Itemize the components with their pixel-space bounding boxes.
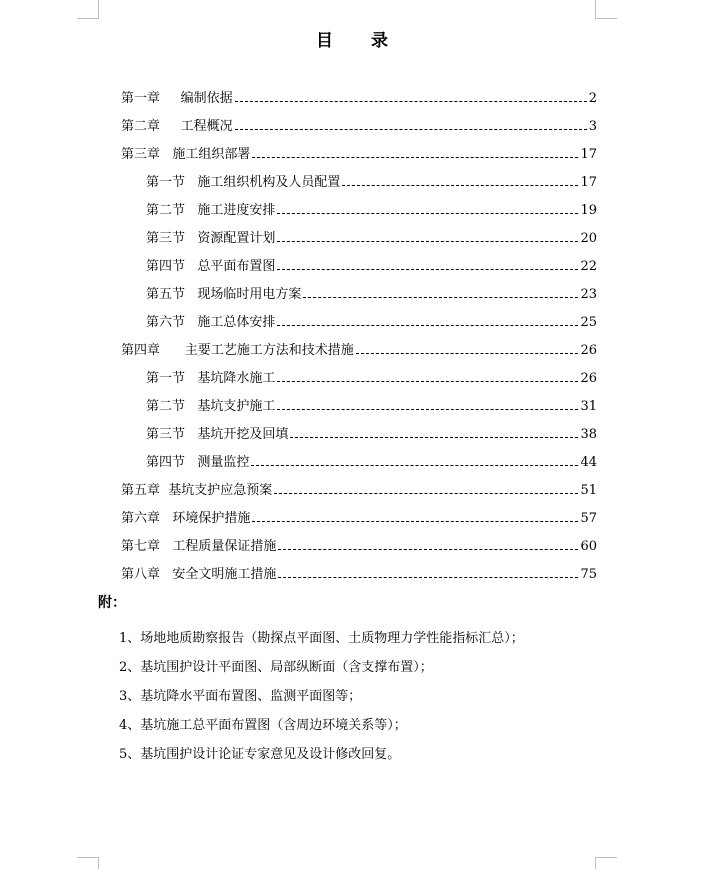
toc-entry-label: 第四节 测量监控 (146, 455, 250, 470)
toc-leader-dashes (252, 521, 578, 522)
toc-entry-page-number: 75 (580, 567, 597, 582)
toc-entry[interactable] (146, 172, 597, 194)
toc-entry-page-number: 17 (580, 175, 597, 190)
toc-entry-label: 第三节 资源配置计划 (146, 231, 276, 246)
toc-entry-page-number: 26 (580, 343, 597, 358)
toc-entry-page-number: 38 (580, 427, 597, 442)
toc-leader-dashes (235, 129, 587, 130)
attachment-item: 5、基坑围护设计论证专家意见及设计修改回复。 (119, 747, 401, 762)
toc-entry-label: 第四节 总平面布置图 (146, 259, 276, 274)
toc-entry-label: 第五节 现场临时用电方案 (146, 287, 302, 302)
attachments-heading: 附： (98, 595, 126, 611)
toc-entry-label: 第三章 施工组织部署 (121, 147, 251, 162)
toc-entry[interactable] (121, 564, 597, 586)
toc-entry-label: 第六节 施工总体安排 (146, 315, 276, 330)
toc-leader-dashes (278, 577, 578, 578)
toc-entry-label: 第五章 基坑支护应急预案 (121, 483, 273, 498)
toc-entry[interactable] (146, 424, 597, 446)
attachment-item: 1、场地地质勘察报告（勘探点平面图、土质物理力学性能指标汇总）； (119, 631, 524, 646)
toc-entry-page-number: 26 (580, 371, 597, 386)
toc-entry-page-number: 22 (580, 259, 597, 274)
toc-leader-dashes (277, 269, 578, 270)
page-corner-mark (595, 0, 617, 19)
toc-entry-label: 第二章 工程概况 (121, 119, 233, 134)
toc-entry[interactable] (121, 508, 597, 530)
attachment-item: 3、基坑降水平面布置图、监测平面图等； (119, 689, 362, 704)
toc-entry-page-number: 44 (580, 455, 597, 470)
page-corner-mark (595, 857, 617, 869)
toc-entry[interactable] (146, 284, 597, 306)
toc-leader-dashes (277, 213, 578, 214)
toc-entry-label: 第七章 工程质量保证措施 (121, 539, 277, 554)
toc-leader-dashes (277, 381, 578, 382)
toc-entry-page-number: 51 (580, 483, 597, 498)
toc-entry[interactable] (121, 116, 597, 138)
toc-entry[interactable] (146, 368, 597, 390)
toc-entry-label: 第一章 编制依据 (121, 91, 233, 106)
toc-entry-page-number: 2 (588, 91, 597, 106)
toc-leader-dashes (277, 325, 578, 326)
toc-leader-dashes (252, 157, 578, 158)
toc-entry-page-number: 17 (580, 147, 597, 162)
toc-entry[interactable] (146, 256, 597, 278)
toc-entry[interactable] (146, 200, 597, 222)
page-title (0, 26, 704, 51)
toc-entry-label: 第一节 基坑降水施工 (146, 371, 276, 386)
toc-leader-dashes (277, 409, 578, 410)
toc-entry-label: 第六章 环境保护措施 (121, 511, 251, 526)
toc-entry-label: 第一节 施工组织机构及人员配置 (146, 175, 341, 190)
toc-entry-label: 第二节 施工进度安排 (146, 203, 276, 218)
page-corner-mark (77, 857, 99, 869)
toc-entry[interactable] (121, 88, 597, 110)
toc-entry[interactable] (146, 312, 597, 334)
toc-entry-page-number: 20 (580, 231, 597, 246)
toc-entry-page-number: 57 (580, 511, 597, 526)
toc-entry-page-number: 60 (580, 539, 597, 554)
toc-entry[interactable] (121, 144, 597, 166)
title-char: 目 (316, 31, 333, 51)
toc-entry[interactable] (121, 340, 597, 362)
attachment-item: 4、基坑施工总平面布置图（含周边环境关系等）； (119, 718, 407, 733)
attachment-item: 2、基坑围护设计平面图、局部纵断面（含支撑布置）； (119, 660, 433, 675)
toc-entry-label: 第四章 主要工艺施工方法和技术措施 (121, 343, 354, 358)
toc-leader-dashes (278, 549, 578, 550)
toc-entry-label: 第八章 安全文明施工措施 (121, 567, 277, 582)
title-char: 录 (371, 31, 388, 51)
toc-leader-dashes (277, 241, 578, 242)
toc-leader-dashes (274, 493, 578, 494)
toc-leader-dashes (290, 437, 578, 438)
toc-entry[interactable] (121, 480, 597, 502)
toc-leader-dashes (342, 185, 578, 186)
toc-entry[interactable] (121, 536, 597, 558)
toc-entry-page-number: 23 (580, 287, 597, 302)
toc-entry-page-number: 25 (580, 315, 597, 330)
toc-entry[interactable] (146, 396, 597, 418)
toc-entry-page-number: 19 (580, 203, 597, 218)
toc-leader-dashes (251, 465, 578, 466)
toc-leader-dashes (303, 297, 578, 298)
toc-entry-page-number: 31 (580, 399, 597, 414)
toc-entry-label: 第二节 基坑支护施工 (146, 399, 276, 414)
toc-leader-dashes (356, 353, 579, 354)
toc-entry[interactable] (146, 452, 597, 474)
toc-entry-page-number: 3 (588, 119, 597, 134)
page-corner-mark (77, 0, 99, 19)
toc-leader-dashes (235, 101, 587, 102)
toc-entry-label: 第三节 基坑开挖及回填 (146, 427, 289, 442)
toc-entry[interactable] (146, 228, 597, 250)
